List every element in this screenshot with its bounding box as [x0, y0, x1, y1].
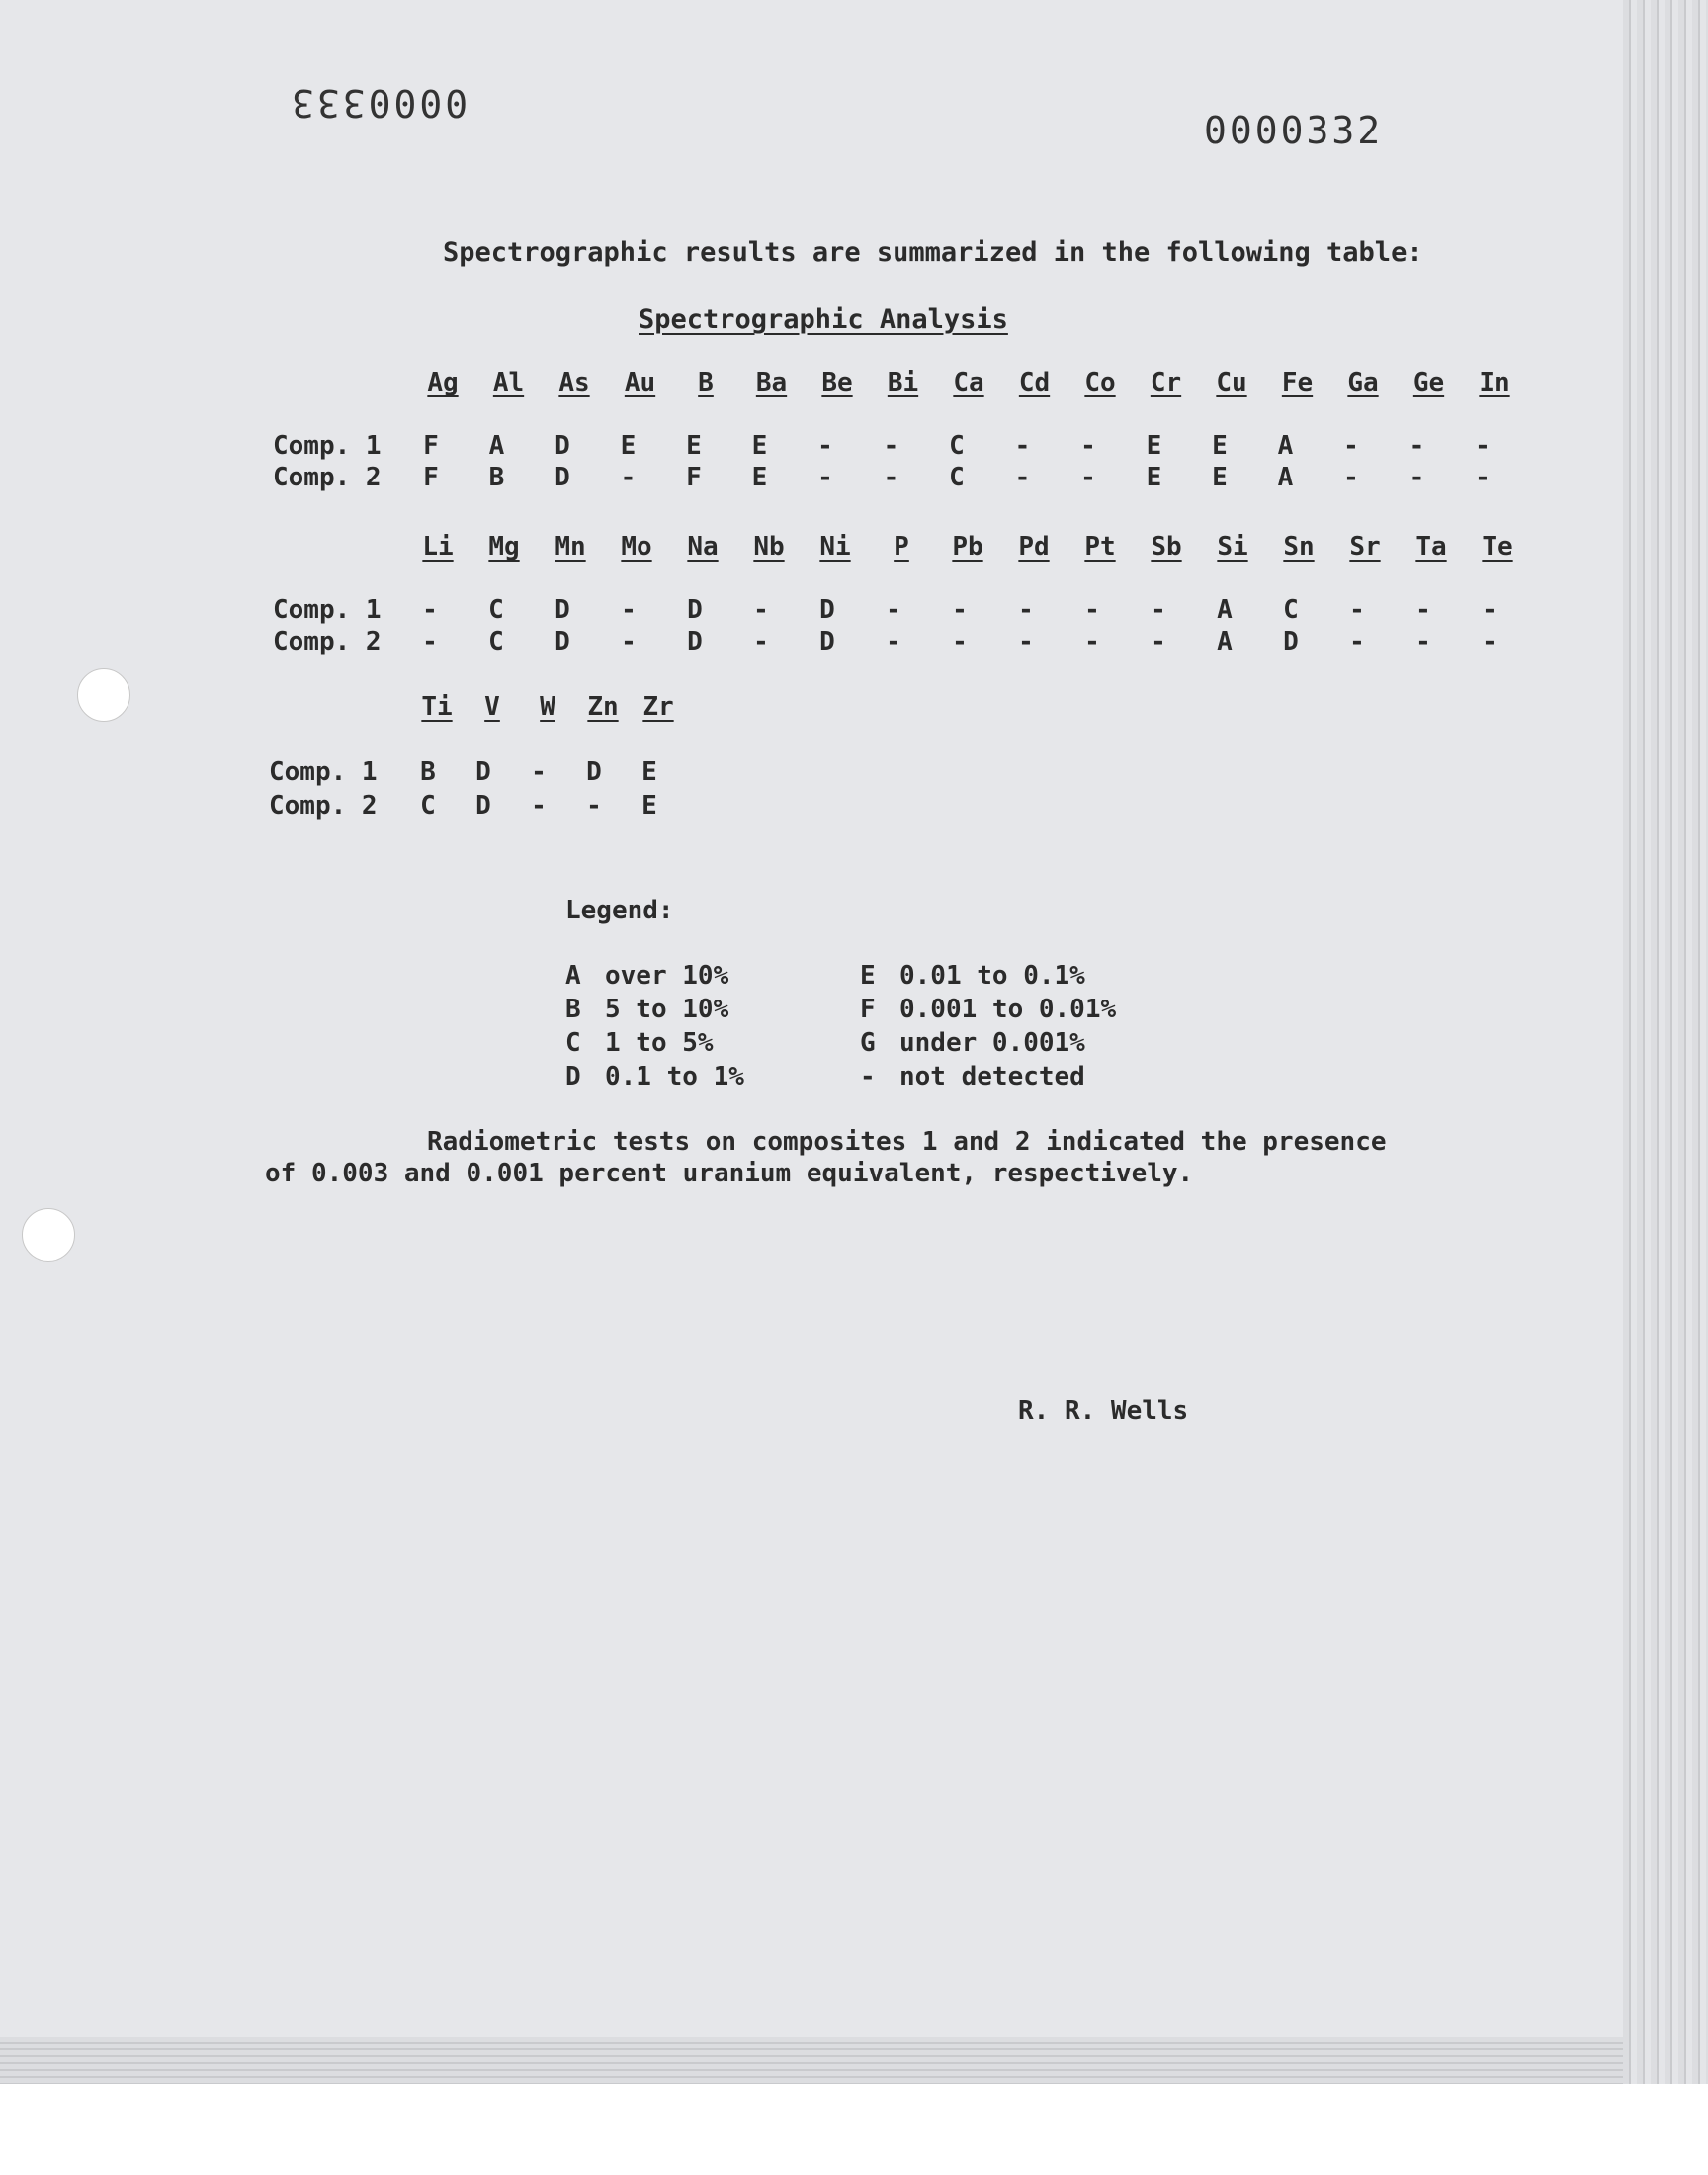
element-ba-header: Ba [755, 368, 788, 397]
comp1-as-value: D [555, 431, 570, 461]
comp1-zr-value: E [641, 757, 657, 787]
element-v-header: V [484, 692, 500, 722]
punch-hole [22, 1208, 75, 1262]
row-label-comp1: Comp. 1 [273, 595, 382, 625]
comp2-ag-value: F [423, 463, 439, 492]
document-number: 0000332 [1204, 109, 1384, 152]
comp2-ti-value: C [420, 791, 436, 821]
legend-description: under 0.001% [899, 1028, 1085, 1058]
element-w-header: W [540, 692, 555, 722]
comp1-ta-value: - [1415, 595, 1431, 625]
comp2-zr-value: E [641, 791, 657, 821]
element-as-header: As [558, 368, 590, 397]
comp1-sr-value: - [1349, 595, 1365, 625]
comp1-be-value: - [817, 431, 833, 461]
comp2-pt-value: - [1084, 627, 1100, 656]
comp1-ga-value: - [1343, 431, 1359, 461]
comp1-ca-value: C [949, 431, 965, 461]
row-label-comp2: Comp. 2 [273, 463, 382, 492]
comp1-zn-value: D [586, 757, 602, 787]
comp1-ge-value: - [1409, 431, 1425, 461]
element-cr-header: Cr [1150, 368, 1182, 397]
element-zr-header: Zr [642, 692, 674, 722]
legend-description: over 10% [605, 961, 729, 991]
comp1-sb-value: - [1151, 595, 1166, 625]
element-cd-header: Cd [1018, 368, 1051, 397]
comp2-nb-value: - [753, 627, 769, 656]
legend-title: Legend: [565, 896, 674, 925]
element-ag-header: Ag [427, 368, 459, 397]
comp2-cd-value: - [1014, 463, 1031, 492]
legend-code: A [565, 961, 581, 991]
legend-code: D [565, 1062, 581, 1091]
comp2-p-value: - [886, 627, 901, 656]
comp1-b-value: E [686, 431, 702, 461]
comp1-al-value: A [488, 431, 505, 461]
element-te-header: Te [1482, 532, 1513, 562]
legend-description: 0.001 to 0.01% [899, 995, 1117, 1024]
legend-code: C [565, 1028, 581, 1058]
legend-code: - [860, 1062, 876, 1091]
comp1-ba-value: E [751, 431, 768, 461]
legend-description: 0.1 to 1% [605, 1062, 744, 1091]
element-au-header: Au [624, 368, 656, 397]
comp2-pd-value: - [1018, 627, 1034, 656]
legend-description: not detected [899, 1062, 1085, 1091]
intro-sentence: Spectrographic results are summarized in the following table: [443, 237, 1423, 268]
element-zn-header: Zn [587, 692, 619, 722]
comp2-fe-value: A [1277, 463, 1294, 492]
comp2-be-value: - [817, 463, 833, 492]
comp2-in-value: - [1475, 463, 1491, 492]
comp2-al-value: B [488, 463, 505, 492]
comp2-as-value: D [555, 463, 570, 492]
comp2-sb-value: - [1151, 627, 1166, 656]
element-ti-header: Ti [421, 692, 453, 722]
comp1-pb-value: - [952, 595, 968, 625]
element-ca-header: Ca [953, 368, 984, 397]
row-label-comp2: Comp. 2 [269, 791, 378, 821]
comp1-co-value: - [1080, 431, 1096, 461]
comp2-cu-value: E [1212, 463, 1228, 492]
legend-description: 1 to 5% [605, 1028, 714, 1058]
element-sb-header: Sb [1151, 532, 1182, 562]
comp1-fe-value: A [1277, 431, 1294, 461]
element-sr-header: Sr [1349, 532, 1381, 562]
element-b-header: B [698, 368, 714, 397]
comp1-au-value: E [620, 431, 637, 461]
comp2-cr-value: E [1146, 463, 1162, 492]
element-mo-header: Mo [621, 532, 652, 562]
element-fe-header: Fe [1281, 368, 1314, 397]
comp2-bi-value: - [883, 463, 899, 492]
row-label-comp2: Comp. 2 [273, 627, 382, 656]
radiometric-paragraph-line1: Radiometric tests on composites 1 and 2 indicated the presence [427, 1127, 1387, 1157]
element-be-header: Be [821, 368, 853, 397]
comp2-ta-value: - [1415, 627, 1431, 656]
element-co-header: Co [1084, 368, 1116, 397]
comp1-te-value: - [1482, 595, 1497, 625]
comp2-b-value: F [686, 463, 702, 492]
punch-hole [77, 668, 130, 722]
comp2-zn-value: - [586, 791, 602, 821]
comp1-li-value: - [422, 595, 438, 625]
comp2-te-value: - [1482, 627, 1497, 656]
document-number-inverted: 0000333 [289, 81, 469, 125]
element-cu-header: Cu [1216, 368, 1247, 397]
comp2-w-value: - [531, 791, 547, 821]
legend-code: E [860, 961, 876, 991]
comp2-v-value: D [475, 791, 491, 821]
comp2-mo-value: - [621, 627, 637, 656]
comp2-ni-value: D [819, 627, 835, 656]
comp2-sr-value: - [1349, 627, 1365, 656]
legend-description: 5 to 10% [605, 995, 729, 1024]
comp2-mn-value: D [555, 627, 570, 656]
comp1-mg-value: C [488, 595, 504, 625]
comp2-mg-value: C [488, 627, 504, 656]
comp2-li-value: - [422, 627, 438, 656]
comp1-v-value: D [475, 757, 491, 787]
element-bi-header: Bi [887, 368, 919, 397]
page-footer-margin [0, 2084, 1708, 2175]
comp1-cd-value: - [1014, 431, 1031, 461]
comp1-in-value: - [1475, 431, 1491, 461]
stacked-page-bottom-edge [0, 2037, 1623, 2084]
comp2-au-value: - [620, 463, 637, 492]
comp2-co-value: - [1080, 463, 1096, 492]
comp2-ga-value: - [1343, 463, 1359, 492]
element-p-header: P [894, 532, 909, 562]
comp1-sn-value: C [1283, 595, 1299, 625]
comp2-na-value: D [687, 627, 703, 656]
comp1-mo-value: - [621, 595, 637, 625]
element-pt-header: Pt [1084, 532, 1116, 562]
legend-code: F [860, 995, 876, 1024]
radiometric-paragraph-line2: of 0.003 and 0.001 percent uranium equivalent, respectively. [265, 1159, 1194, 1188]
table-title: Spectrographic Analysis [639, 304, 1008, 335]
element-mn-header: Mn [555, 532, 586, 562]
element-mg-header: Mg [488, 532, 520, 562]
comp1-cr-value: E [1146, 431, 1162, 461]
comp1-nb-value: - [753, 595, 769, 625]
element-nb-header: Nb [753, 532, 785, 562]
element-pb-header: Pb [952, 532, 983, 562]
element-na-header: Na [687, 532, 719, 562]
element-ta-header: Ta [1415, 532, 1447, 562]
comp2-sn-value: D [1283, 627, 1299, 656]
element-in-header: In [1479, 368, 1510, 397]
element-al-header: Al [492, 368, 525, 397]
row-label-comp1: Comp. 1 [269, 757, 378, 787]
comp1-ag-value: F [423, 431, 439, 461]
comp1-ti-value: B [420, 757, 436, 787]
comp1-pd-value: - [1018, 595, 1034, 625]
comp2-ca-value: C [949, 463, 965, 492]
comp1-mn-value: D [555, 595, 570, 625]
comp2-pb-value: - [952, 627, 968, 656]
element-ge-header: Ge [1412, 368, 1445, 397]
comp1-cu-value: E [1212, 431, 1228, 461]
comp1-ni-value: D [819, 595, 835, 625]
element-li-header: Li [422, 532, 454, 562]
stacked-page-edges [1623, 0, 1708, 2084]
comp1-na-value: D [687, 595, 703, 625]
comp1-bi-value: - [883, 431, 899, 461]
comp2-si-value: A [1217, 627, 1233, 656]
signature: R. R. Wells [1018, 1396, 1189, 1426]
element-ni-header: Ni [819, 532, 851, 562]
legend-code: G [860, 1028, 876, 1058]
row-label-comp1: Comp. 1 [273, 431, 382, 461]
element-ga-header: Ga [1347, 368, 1379, 397]
legend-description: 0.01 to 0.1% [899, 961, 1085, 991]
comp2-ge-value: - [1409, 463, 1425, 492]
element-sn-header: Sn [1283, 532, 1315, 562]
comp1-si-value: A [1217, 595, 1233, 625]
element-pd-header: Pd [1018, 532, 1050, 562]
element-si-header: Si [1217, 532, 1248, 562]
comp1-p-value: - [886, 595, 901, 625]
comp1-w-value: - [531, 757, 547, 787]
legend-code: B [565, 995, 581, 1024]
comp1-pt-value: - [1084, 595, 1100, 625]
comp2-ba-value: E [751, 463, 768, 492]
